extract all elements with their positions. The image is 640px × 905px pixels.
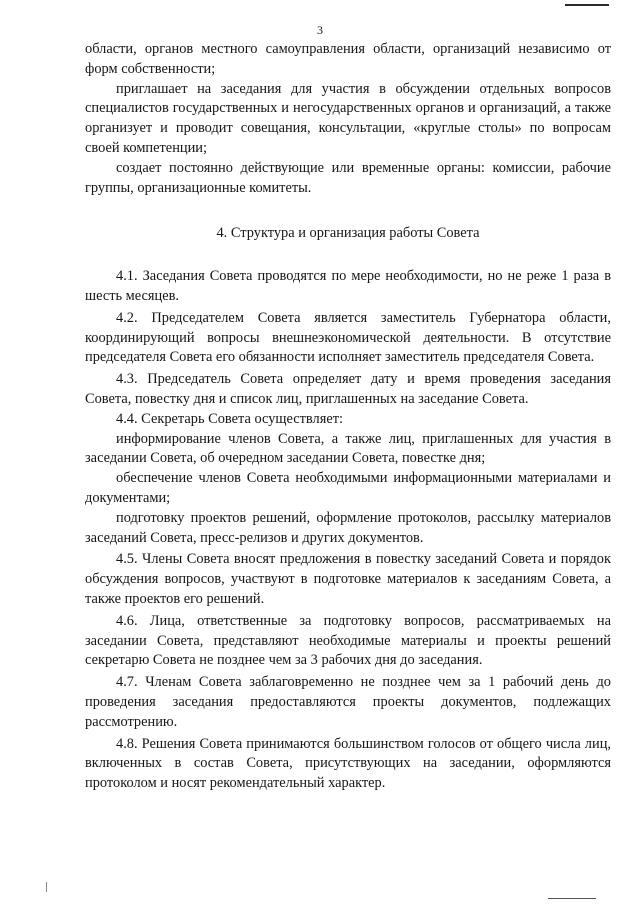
paragraph-4-8: 4.8. Решения Совета принимаются большинством голосов от общего числа лиц, включенных в состав Совета, присутствующих на заседании, оформляются протоколом и носят рекомендательный характер. bbox=[85, 735, 611, 792]
section-heading: 4. Структура и организация работы Совета bbox=[216, 225, 480, 242]
scan-artifact-left bbox=[46, 882, 47, 892]
paragraph-4-5: 4.5. Члены Совета вносят предложения в повестку заседаний Совета и порядок обсуждения вопросов, участвуют в подготовке материалов к заседаниям Совета, а также проектов его решений. bbox=[85, 551, 611, 607]
paragraph-creates-bodies: создает постоянно действующие или временные органы: комиссии, рабочие группы, организационные комитеты. bbox=[85, 159, 611, 196]
document-body bbox=[85, 40, 611, 794]
paragraph-4-4: 4.4. Секретарь Совета осуществляет: bbox=[116, 410, 343, 427]
paragraph-4-4-providing: обеспечение членов Совета необходимыми информационными материалами и документами; bbox=[85, 470, 611, 506]
paragraph-4-2: 4.2. Председателем Совета является заместитель Губернатора области, координирующий вопросы внешнеэкономической деятельности. В отсутствие председателя Совета его обязанности исполняет заместитель председателя Совета. bbox=[85, 309, 611, 366]
scan-artifact-top bbox=[565, 4, 609, 6]
paragraph-invites-specialists: приглашает на заседания для участия в обсуждении отдельных вопросов специалистов государственных и негосударственных органов и организаций, а также организует и проводит совещания, консультации, «круглые столы» по вопросам своей компетенции; bbox=[85, 80, 611, 156]
paragraph-4-1: 4.1. Заседания Совета проводятся по мере необходимости, но не реже 1 раза в шесть месяцев. bbox=[85, 268, 611, 304]
paragraph-4-6: 4.6. Лица, ответственные за подготовку вопросов, рассматриваемых на заседании Совета, представляют необходимые материалы и проекты решений секретарю Совета не позднее чем за 3 рабочих дня до заседания. bbox=[85, 612, 611, 669]
page-number: 3 bbox=[317, 23, 323, 37]
paragraph-intro-continuation: области, органов местного самоуправления области, организаций независимо от форм собственности; bbox=[85, 41, 611, 77]
paragraph-4-4-informing: информирование членов Совета, а также лиц, приглашенных для участия в заседании Совета, об очередном заседании Совета, повестке дня; bbox=[85, 430, 611, 467]
paragraph-4-4-preparing: подготовку проектов решений, оформление протоколов, рассылку материалов заседаний Совета, пресс-релизов и других документов. bbox=[85, 509, 611, 546]
scan-artifact-bottom bbox=[548, 898, 596, 899]
paragraph-4-3: 4.3. Председатель Совета определяет дату и время проведения заседания Совета, повестку дня и список лиц, приглашенных на заседание Совета. bbox=[85, 371, 611, 407]
paragraph-4-7: 4.7. Членам Совета заблаговременно не позднее чем за 1 рабочий день до проведения заседания предоставляются проекты документов, подлежащих рассмотрению. bbox=[85, 674, 611, 730]
